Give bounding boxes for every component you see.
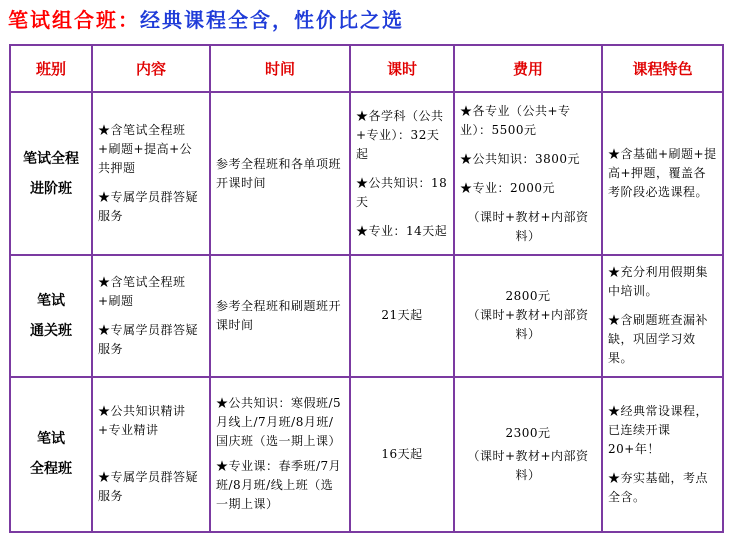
fee-item: ★各专业（公共+专业）：5500元 [460,103,571,137]
feature-item: ★夯实基础，考点全含。 [608,470,709,504]
time-cell [210,92,350,255]
heading-title: 笔试组合班： [8,8,140,32]
header-class: 班别 [10,45,92,92]
content-cell [92,255,210,376]
class-name-line: 笔试 [37,292,65,309]
fee-note: （课时+教材+内部资料） [467,448,589,482]
content-cell [92,92,210,255]
hours-item: 21天起 [381,308,423,323]
content-item: ★专属学员群答疑服务 [98,322,199,356]
page-heading [8,4,728,36]
fee-note: （课时+教材+内部资料） [467,209,589,243]
fee-cell [454,377,602,532]
hours-item: ★公共知识：18天 [356,175,448,209]
course-table [9,44,724,533]
class-name-line: 全程班 [30,461,72,478]
content-item: ★专属学员群答疑服务 [98,470,199,504]
content-item: ★公共知识精讲+专业精讲 [98,404,186,438]
heading-subtitle: 经典课程全含，性价比之选 [140,8,404,32]
header-feature: 课程特色 [602,45,723,92]
header-fee: 费用 [454,45,602,92]
class-name-line: 笔试全程 [23,150,79,167]
class-name-cell [10,377,92,532]
content-item: ★含笔试全程班+刷题+提高+公共押题 [98,123,193,176]
table-header-row [10,45,723,92]
class-name-cell [10,92,92,255]
table-row [10,377,723,532]
time-item: 参考全程班和各单项班开课时间 [216,156,342,190]
time-cell [210,255,350,376]
feature-item: ★充分利用假期集中培训。 [608,265,709,299]
feature-cell [602,92,723,255]
feature-cell [602,255,723,376]
feature-item: ★含基础+刷题+提高+押题，覆盖各考阶段必选课程。 [608,147,717,200]
content-cell [92,377,210,532]
hours-item: ★专业：14天起 [356,223,448,238]
feature-item: ★经典常设课程，已连续开课20+年！ [608,403,709,456]
header-content: 内容 [92,45,210,92]
feature-cell [602,377,723,532]
time-cell [210,377,350,532]
hours-cell [350,92,454,255]
feature-item: ★含刷题班查漏补缺，巩固学习效果。 [608,313,709,366]
header-time: 时间 [210,45,350,92]
fee-note: （课时+教材+内部资料） [467,308,589,342]
table-row [10,255,723,376]
fee-cell [454,255,602,376]
hours-cell [350,255,454,376]
fee-item: ★公共知识：3800元 [460,151,581,166]
content-item: ★专属学员群答疑服务 [98,190,199,224]
class-name-cell [10,255,92,376]
content-item: ★含笔试全程班+刷题 [98,274,186,308]
class-name-line: 笔试 [37,431,65,448]
fee-item: ★专业：2000元 [460,180,556,195]
time-item: ★专业课：春季班/7月班/8月班/线上班（选一期上课） [216,459,342,512]
time-item: ★公共知识：寒假班/5月线上/7月班/8月班/国庆班（选一期上课） [216,396,342,449]
fee-item: 2300元 [505,425,551,440]
time-item: 参考全程班和刷题班开课时间 [216,298,342,332]
hours-item: ★各学科（公共+专业）：32天起 [356,108,444,161]
hours-item: 16天起 [381,446,423,461]
hours-cell [350,377,454,532]
fee-item: 2800元 [505,289,551,304]
header-hours: 课时 [350,45,454,92]
class-name-line: 进阶班 [30,180,72,197]
fee-cell [454,92,602,255]
table-row [10,92,723,255]
class-name-line: 通关班 [30,322,72,339]
